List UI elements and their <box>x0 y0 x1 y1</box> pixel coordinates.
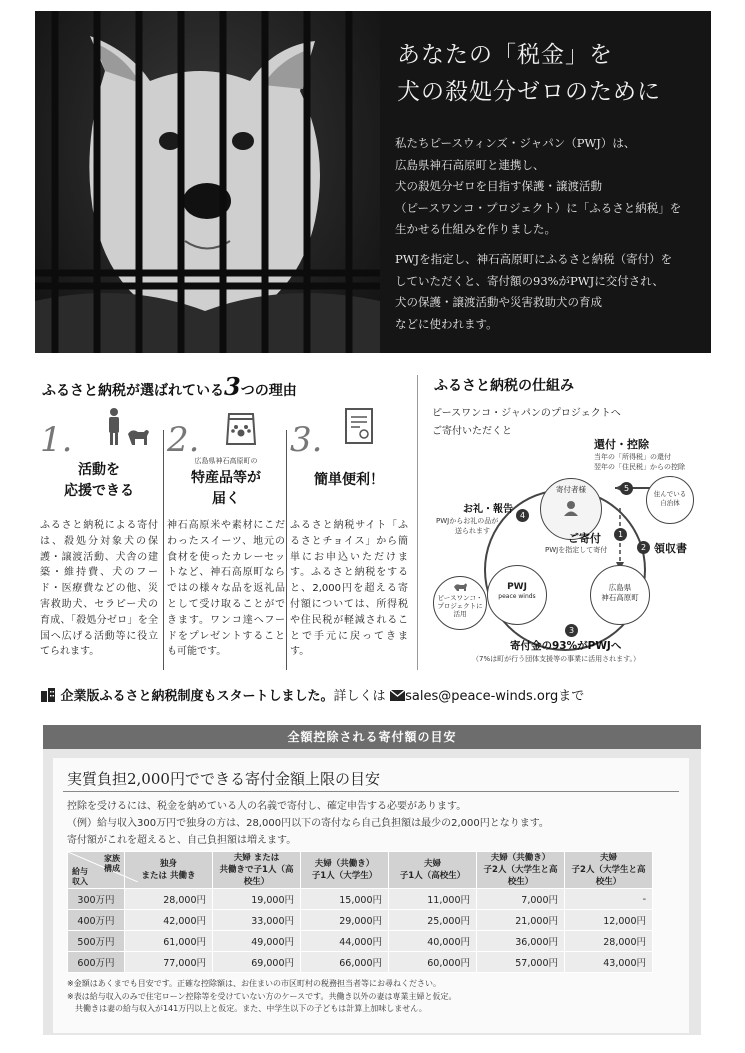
note-line: ※金額はあくまでも目安です。正確な控除額は、お住まいの市区町村の税務担当者等にお尋ねください。 <box>67 979 442 988</box>
hero-title-line2: 犬の殺処分ゼロのために <box>397 79 661 105</box>
table-cell: 28,000円 <box>565 931 653 952</box>
table-cell: 21,000円 <box>477 910 565 931</box>
table-notes <box>67 978 457 1016</box>
col-header-line: 子2人（大学生と高校生） <box>571 865 646 887</box>
explanation-line: （例）給与収入300万円で独身の方は、28,000円以下の寄付なら自己負担額は最少の2,000円となります。 <box>67 818 549 829</box>
table-row <box>68 952 653 973</box>
reasons-title-post: つの理由 <box>240 383 297 399</box>
reason-heading-line: 応援できる <box>64 483 134 499</box>
donate-title: ご寄付 <box>568 532 601 545</box>
step-5-badge: 5 <box>620 482 633 495</box>
reason-heading <box>290 470 408 491</box>
reason-subheading: 広島県神石高原町の <box>194 457 258 465</box>
hero-title <box>397 37 661 111</box>
dog-icon <box>453 581 467 591</box>
hero-p2-line: 犬の保護・譲渡活動や災害救助犬の育成 <box>395 295 602 309</box>
refund-title: 還付・控除 <box>594 438 649 451</box>
col-header-line: 共働きで子1人（高校生） <box>219 865 294 887</box>
reason-number: 3. <box>290 420 323 460</box>
table-cell: 49,000円 <box>213 931 301 952</box>
table-cell: 57,000円 <box>477 952 565 973</box>
local-gov-node <box>646 476 694 524</box>
section-divider <box>417 375 418 670</box>
row-income: 400万円 <box>68 910 125 931</box>
table-cell: 42,000円 <box>125 910 213 931</box>
building-icon <box>40 688 56 702</box>
step-1-badge: 1 <box>614 528 627 541</box>
reason-heading-line: 届く <box>212 491 240 507</box>
hero-p1-line: 私たちピースウィンズ・ジャパン（PWJ）は、 <box>395 136 636 150</box>
refund-line-2: 翌年の「住民税」からの控除 <box>594 463 685 471</box>
reason-number: 1. <box>40 420 73 460</box>
hero-p1-line: （ピースワンコ・プロジェクト）に「ふるさと納税」を <box>395 200 682 215</box>
corporate-notice <box>40 685 584 704</box>
reason-number: 2. <box>167 420 200 460</box>
corner-family <box>104 854 120 874</box>
town-node <box>590 565 650 625</box>
people-dog-icon <box>102 406 152 448</box>
table-cell: 60,000円 <box>389 952 477 973</box>
table-cell: 36,000円 <box>477 931 565 952</box>
reason-heading-line: 活動を <box>78 462 120 478</box>
explanation-line: 控除を受けるには、税金を納めている人の名義で寄付し、確定申告する必要があります。 <box>67 801 467 812</box>
project-label-line: プロジェクトに <box>437 602 483 610</box>
pwj-node <box>487 565 547 625</box>
reason-heading-line: 特産品等が <box>191 470 261 486</box>
dog-photo <box>35 11 380 353</box>
hero-paragraph-1 <box>395 133 681 241</box>
table-cell: 61,000円 <box>125 931 213 952</box>
project-node <box>433 576 487 630</box>
hero-p2-line: していただくと、寄付額の93%がPWJに交付され、 <box>395 273 664 288</box>
donate-sub: PWJを指定して寄付 <box>545 546 608 554</box>
corporate-main: 企業版ふるさと納税制度もスタートしました。 <box>60 689 334 704</box>
report-title: お礼・報告 <box>463 504 513 515</box>
table-cell: 29,000円 <box>301 910 389 931</box>
reason-heading <box>40 460 158 502</box>
reasons-title <box>42 372 297 401</box>
hero-p2-line: PWJを指定し、神石高原町にふるさと納税（寄付）を <box>395 252 673 266</box>
col-header-line: 夫婦 <box>423 859 441 869</box>
mechanism-intro-2: ご寄付いただくと <box>432 426 512 437</box>
reason-body: 神石高原米や素材にこだわったスイーツ、地元の食材を使ったカレーセットなど、神石高原町ならではの様々な品を返礼品として受け取ることができます。ワンコ達へフードをプレゼントすることも可能です。 <box>167 520 285 658</box>
project-label-line: 活用 <box>453 610 467 618</box>
reason-heading-line: 簡単便利！ <box>314 472 384 488</box>
divider <box>286 430 287 670</box>
hero-banner <box>35 11 711 353</box>
receipt-label: 領収書 <box>654 542 687 555</box>
table-col-header <box>389 852 477 889</box>
explanation-line: 寄付額がこれを超えると、自己負担額は増えます。 <box>67 835 297 846</box>
row-income: 300万円 <box>68 889 125 910</box>
table-col-header <box>301 852 389 889</box>
divider <box>163 430 164 670</box>
reasons-title-pre: ふるさと納税が選ばれている <box>42 383 224 399</box>
table-header-row <box>68 852 653 889</box>
corner-family-line: 構成 <box>104 864 120 873</box>
deduction-box <box>43 725 701 1035</box>
reason-body: ふるさと納税による寄付は、殺処分対象犬の保護・譲渡活動、犬舎の建築・維持費、犬のフード・医療費などの他、災害救助犬、セラピー犬の育成、「殺処分ゼロ」を全国へ広げる活動等に役立てられます。 <box>40 520 158 658</box>
local-gov-label-line: 自治体 <box>660 499 680 507</box>
deduction-box-header: 全額控除される寄付額の目安 <box>43 725 701 749</box>
step-2-badge: 2 <box>637 541 650 554</box>
reason-heading <box>167 468 285 510</box>
table-cell: 33,000円 <box>213 910 301 931</box>
table-cell: 25,000円 <box>389 910 477 931</box>
table-row <box>68 889 653 910</box>
table-cell: 66,000円 <box>301 952 389 973</box>
corner-income-line: 収入 <box>72 877 88 886</box>
user-icon <box>562 499 580 517</box>
col-header-line: 夫婦 または <box>233 853 280 863</box>
dog-illustration <box>35 11 380 353</box>
table-cell: 40,000円 <box>389 931 477 952</box>
project-label-line: ピースワンコ・ <box>437 594 483 602</box>
table-col-header <box>213 852 301 889</box>
table-cell: 7,000円 <box>477 889 565 910</box>
deduction-inner <box>53 758 689 1033</box>
table-corner-cell <box>68 852 125 889</box>
col-header-line: または 共働き <box>141 871 196 881</box>
col-header-line: 子1人（大学生） <box>311 871 378 881</box>
pwj-label: PWJ <box>507 582 527 592</box>
col-header-line: 夫婦（共働き） <box>314 859 375 869</box>
report-line-2: 送られます <box>455 527 490 535</box>
table-cell: 69,000円 <box>213 952 301 973</box>
row-income: 500万円 <box>68 931 125 952</box>
hero-title-line1: あなたの「税金」を <box>397 42 613 68</box>
hero-p1-line: 広島県神石高原町と連携し、 <box>395 157 545 172</box>
report-line-1: PWJからお礼の品が <box>436 517 499 525</box>
reasons-title-num: 3 <box>224 372 241 401</box>
table-cell: 19,000円 <box>213 889 301 910</box>
hero-p2-line: などに使われます。 <box>395 316 498 331</box>
refund-line-1: 当年の「所得税」の還付 <box>594 453 671 461</box>
table-cell: 11,000円 <box>389 889 477 910</box>
corner-family-line: 家族 <box>104 854 120 863</box>
table-cell: 44,000円 <box>301 931 389 952</box>
local-gov-label-line: 住んでいる <box>653 490 687 498</box>
table-cell: 43,000円 <box>565 952 653 973</box>
row-income: 600万円 <box>68 952 125 973</box>
step-4-badge: 4 <box>516 509 529 522</box>
donor-label: 寄付者様 <box>556 485 586 494</box>
town-label-line: 広島県 <box>608 583 632 592</box>
corner-income <box>72 867 88 887</box>
table-cell: 12,000円 <box>565 910 653 931</box>
col-header-line: 夫婦 <box>599 853 617 863</box>
grant-note: （7%は町が行う団体支援等の事業に活用されます。） <box>472 655 641 663</box>
corporate-sub-pre: 詳しくは <box>333 689 386 704</box>
town-label-line: 神石高原町 <box>601 593 639 602</box>
table-cell: 15,000円 <box>301 889 389 910</box>
corner-income-line: 給与 <box>72 867 88 876</box>
table-cell: - <box>565 889 653 910</box>
note-line: 共働きは妻の給与収入が141万円以上と仮定。また、中学生以下の子どもは計算上加味しません。 <box>67 1004 427 1013</box>
title-rule <box>63 791 679 792</box>
deduction-title: 実質負担2,000円でできる寄付金額上限の目安 <box>67 770 380 788</box>
mechanism-title: ふるさと納税の仕組み <box>434 378 574 394</box>
corporate-email[interactable]: sales@peace-winds.orgまで <box>405 689 585 704</box>
table-col-header <box>565 852 653 889</box>
deduction-table <box>67 851 653 973</box>
pwj-sub-label: peace winds <box>498 593 536 600</box>
table-row <box>68 931 653 952</box>
col-header-line: 子1人（高校生） <box>399 871 466 881</box>
col-header-line: 子2人（大学生と高校生） <box>483 865 558 887</box>
step-3-badge: 3 <box>565 624 578 637</box>
table-row <box>68 910 653 931</box>
mail-icon <box>390 690 405 701</box>
table-col-header <box>477 852 565 889</box>
col-header-line: 夫婦（共働き） <box>490 853 551 863</box>
table-cell: 28,000円 <box>125 889 213 910</box>
table-cell: 77,000円 <box>125 952 213 973</box>
note-line: ※表は給与収入のみで住宅ローン控除等を受けていない方のケースです。共働き以外の妻は専業主婦と仮定。 <box>67 991 457 1001</box>
reason-body: ふるさと納税サイト「ふるさとチョイス」から簡単にお申込いただけます。ふるさと納税をすると、2,000円を超える寄付額については、所得税や住民税が軽減されることで手元に戻ってきます。 <box>290 520 408 658</box>
food-bag-icon <box>225 408 257 446</box>
hero-p1-line: 生かせる仕組みを作りました。 <box>395 222 556 236</box>
mechanism-intro-1: ピースワンコ・ジャパンのプロジェクトへ <box>432 408 621 419</box>
deduction-explanation <box>67 798 549 849</box>
hero-p1-line: 犬の殺処分ゼロを目指す保護・譲渡活動 <box>395 179 602 193</box>
grant-label: 寄付金の93%がPWJへ <box>510 640 622 652</box>
document-icon <box>342 406 376 446</box>
col-header-line: 独身 <box>159 859 177 869</box>
hero-paragraph-2 <box>395 249 672 335</box>
